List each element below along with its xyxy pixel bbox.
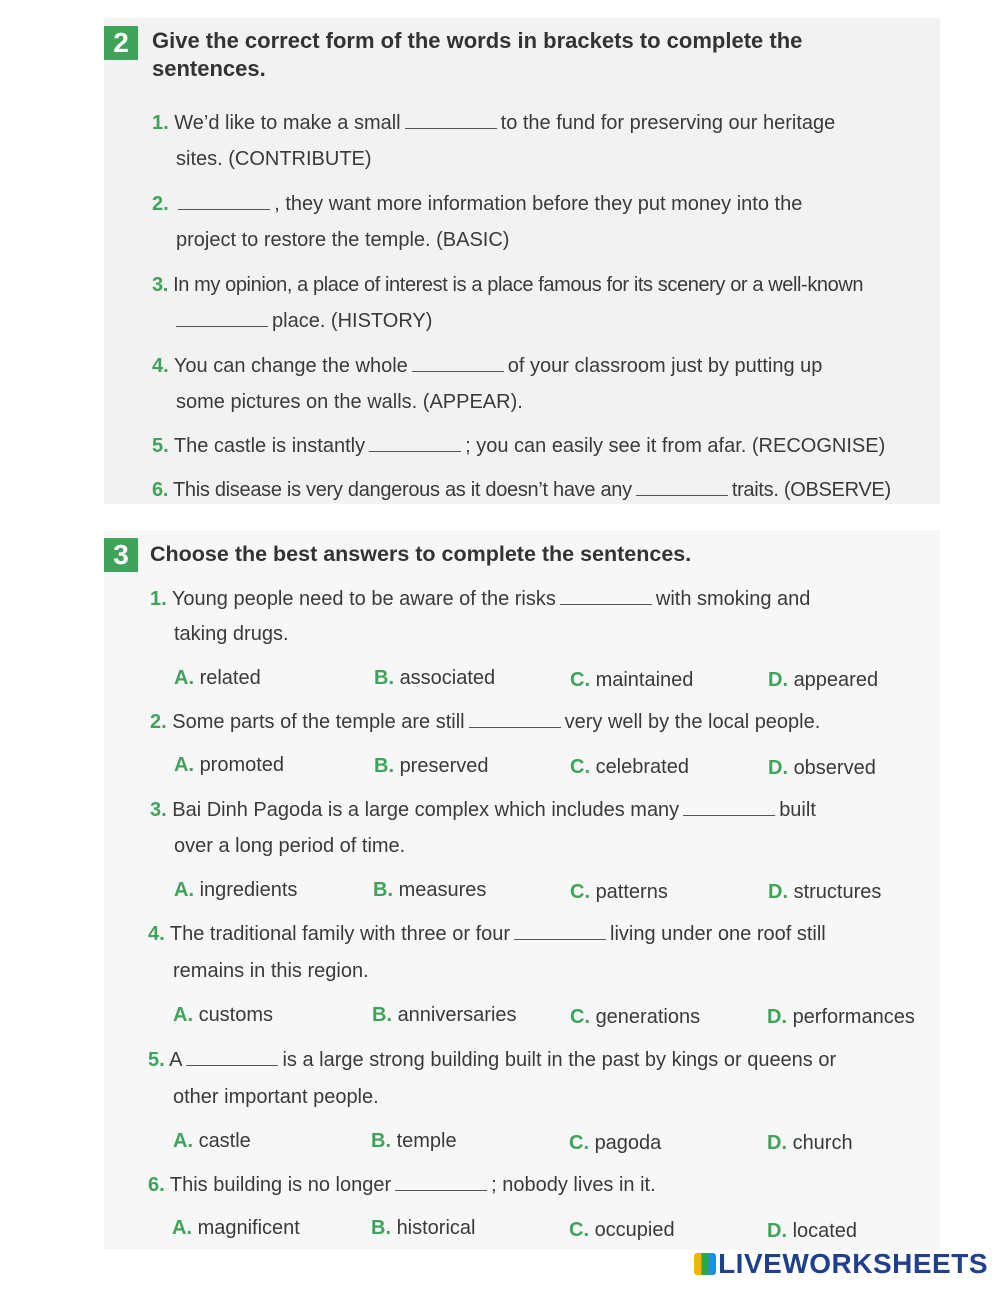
s3-q4-option-b[interactable]: B. anniversaries [372,1004,517,1026]
s3-q5-option-c[interactable]: C. pagoda [569,1132,662,1154]
s2-item-5-line1: 5. The castle is instantly ; you can easily see it from afar. (RECOGNISE) [152,435,886,457]
s3-q1-option-b[interactable]: B. associated [374,667,496,689]
s3-item-4-line1: 4. The traditional family with three or four living under one roof still [148,923,826,945]
section-3-title: Choose the best answers to complete the sentences. [150,542,692,566]
section-2-title-line1: Give the correct form of the words in brackets to complete the [152,28,803,53]
s3-q4-option-a[interactable]: A. customs [173,1004,274,1026]
section-2-badge: 2 [104,26,138,60]
s3-item-2-line1: 2. Some parts of the temple are still very well by the local people. [150,711,821,733]
s3-q2-option-d[interactable]: D. observed [768,757,876,779]
s3-item-3-line1: 3. Bai Dinh Pagoda is a large complex which includes many built [150,799,816,821]
s3-q5-option-a[interactable]: A. castle [173,1130,251,1152]
s3-q3-option-a[interactable]: A. ingredients [174,879,298,901]
answer-blank[interactable] [683,801,775,816]
s3-q4-option-d[interactable]: D. performances [767,1006,915,1028]
s3-item-4-line2: remains in this region. [173,960,369,982]
s3-q6-option-c[interactable]: C. occupied [569,1219,675,1241]
s3-q6-option-a[interactable]: A. magnificent [172,1217,300,1239]
answer-blank[interactable] [560,590,652,605]
liveworksheets-logo: LIVEWORKSHEETS [694,1248,988,1280]
s2-item-4-line2: some pictures on the walls. (APPEAR). [176,391,523,413]
s3-q1-option-c[interactable]: C. maintained [570,669,694,691]
answer-blank[interactable] [412,357,504,372]
liveworksheets-logo-icon [694,1253,716,1275]
answer-blank[interactable] [636,481,728,496]
s2-item-1-line2: sites. (CONTRIBUTE) [176,148,372,170]
answer-blank[interactable] [395,1176,487,1191]
section-3-badge: 3 [104,538,138,572]
s3-item-5-line1: 5. A is a large strong building built in the past by kings or queens or [148,1049,837,1071]
s3-q2-option-c[interactable]: C. celebrated [570,756,689,778]
s3-item-1-line1: 1. Young people need to be aware of the risks with smoking and [150,588,811,610]
s2-item-6-line1: 6. This disease is very dangerous as it doesn’t have any traits. (OBSERVE) [152,479,891,501]
section-2-title-line2: sentences. [152,56,266,81]
s2-item-1-line1: 1. We’d like to make a small to the fund for preserving our heritage [152,112,836,134]
s3-q2-option-a[interactable]: A. promoted [174,754,285,776]
s3-q4-option-c[interactable]: C. generations [570,1006,701,1028]
s3-q3-option-b[interactable]: B. measures [373,879,487,901]
s3-q3-option-d[interactable]: D. structures [768,881,882,903]
s3-item-1-line2: taking drugs. [174,623,289,645]
answer-blank[interactable] [186,1051,278,1066]
s2-item-3-line2: place. (HISTORY) [172,310,432,333]
s2-item-2-line1: 2. , they want more information before they put money into the [152,193,803,215]
s3-q5-option-d[interactable]: D. church [767,1132,853,1154]
s3-q3-option-c[interactable]: C. patterns [570,881,668,903]
answer-blank[interactable] [369,437,461,452]
s3-q6-option-d[interactable]: D. located [767,1220,858,1242]
s3-q2-option-b[interactable]: B. preserved [374,755,489,777]
s2-item-number: 1. [152,112,169,134]
answer-blank[interactable] [178,195,270,210]
s2-item-3-line1: 3. In my opinion, a place of interest is a place famous for its scenery or a well-known [152,274,864,296]
section-2-panel [104,18,940,504]
s3-q1-option-a[interactable]: A. related [174,667,261,689]
answer-blank[interactable] [405,114,497,129]
s2-item-2-line2: project to restore the temple. (BASIC) [176,229,510,251]
s3-item-5-line2: other important people. [173,1086,379,1108]
s3-q5-option-b[interactable]: B. temple [371,1130,457,1152]
answer-blank[interactable] [176,312,268,327]
s2-item-4-line1: 4. You can change the whole of your classroom just by putting up [152,355,823,377]
s3-q1-option-d[interactable]: D. appeared [768,669,879,691]
answer-blank[interactable] [469,713,561,728]
s3-item-6-line1: 6. This building is no longer ; nobody lives in it. [148,1174,656,1196]
s3-q6-option-b[interactable]: B. historical [371,1217,476,1239]
answer-blank[interactable] [514,925,606,940]
s3-item-3-line2: over a long period of time. [174,835,406,857]
